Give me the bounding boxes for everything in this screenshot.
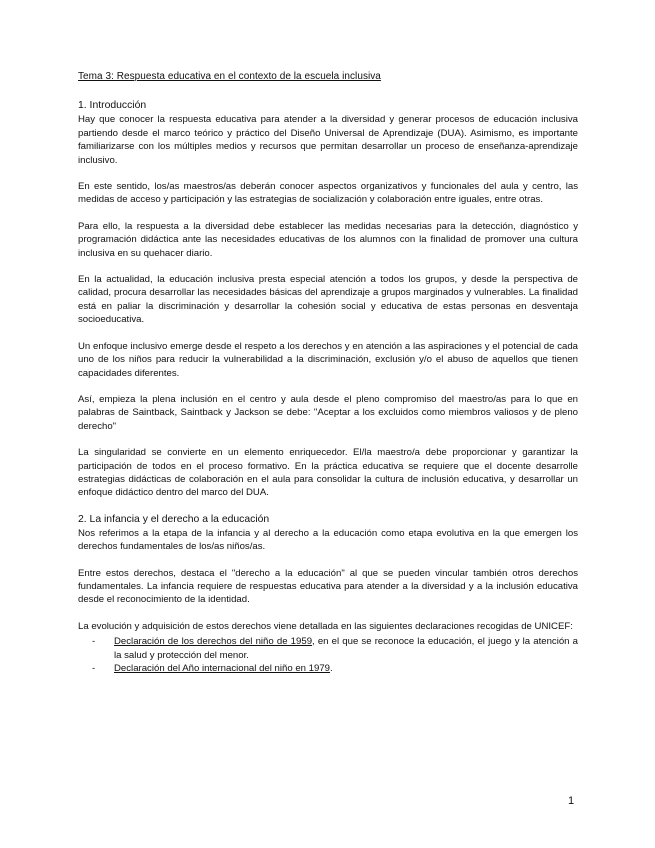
section-2-paragraph-1: Nos referimos a la etapa de la infancia y al derecho a la educación como etapa evolutiva en la que emergen los derechos fundamentales de los/as niños/as. — [78, 527, 578, 553]
section-1-paragraph-7: La singularidad se convierte en un elemento enriquecedor. El/la maestro/a debe proporcionar y garantizar la participación de todos en el proceso formativo. En la práctica educativa se requiere que el docente desarrolle estrategias didácticas de colaboración en el aula para consolidar la cultura de inclusión educativa, y desarrollar un enfoque didáctico dentro del marco del DUA. — [78, 447, 578, 499]
list-dash: - — [92, 636, 96, 648]
section-2-heading: 2. La infancia y el derecho a la educación — [78, 513, 270, 525]
section-2-paragraph-2: Entre estos derechos, destaca el "derecho a la educación" al que se pueden vincular también otros derechos fundamentales. La infancia requiere de respuestas educativa para atender a la diversidad y a la inclusión educativa desde el reconocimiento de la identidad. — [78, 567, 578, 606]
declarations-list — [78, 635, 578, 675]
declaration-1959-link[interactable]: Declaración de los derechos del niño de 1959 — [114, 636, 313, 648]
list-dash: - — [92, 663, 96, 674]
section-1-paragraph-4: En la actualidad, la educación inclusiva presta especial atención a todos los grupos, y desde la perspectiva de calidad, procura desarrollar las necesidades básicas del aprendizaje a grupos marginados y vulnerables. La finalidad está en paliar la discriminación y desarrollar la cohesión social y educativa de estas personas en desventaja socioeducativa. — [78, 274, 578, 326]
section-1-paragraph-3: Para ello, la respuesta a la diversidad debe establecer las medidas necesarias para la detección, diagnóstico y programación didáctica ante las necesidades educativas de los alumnos con la finalidad de promover una cultura inclusiva en su quehacer diario. — [78, 220, 578, 259]
document-page — [78, 70, 578, 675]
declaration-1979-link[interactable]: Declaración del Año internacional del niño en 1979 — [114, 663, 331, 674]
list-item — [92, 662, 578, 675]
list-item-text: . — [330, 663, 333, 674]
document-title: Tema 3: Respuesta educativa en el contexto de la escuela inclusiva — [78, 71, 381, 82]
section-1-paragraph-2: En este sentido, los/as maestros/as deberán conocer aspectos organizativos y funcionales del aula y centro, las medidas de acceso y participación y las estrategias de socialización y colaboración entre iguales, entre otras. — [78, 181, 578, 206]
section-1-paragraph-1: Hay que conocer la respuesta educativa para atender a la diversidad y generar procesos de educación inclusiva partiendo desde el marco teórico y práctico del Diseño Universal de Aprendizaje (DUA). Asimismo, es importante familiarizarse con los múltiples medios y recursos que permitan desarrollar un proceso de enseñanza-aprendizaje inclusivo. — [78, 114, 578, 166]
list-item-text: , en el que se reconoce la educación, el juego y la atención a la salud y protección del menor. — [114, 636, 579, 661]
section-1-paragraph-5: Un enfoque inclusivo emerge desde el respeto a los derechos y en atención a las aspiraciones y el potencial de cada uno de los niños para reducir la vulnerabilidad a la discriminación, exclusión y/o el abuso de aquellos que tienen capacidades diferentes. — [78, 340, 578, 379]
list-item — [92, 635, 578, 662]
page-number: 1 — [568, 795, 575, 807]
section-2-paragraph-3: La evolución y adquisición de estos derechos viene detallada en las siguientes declaraciones recogidas de UNICEF: — [78, 620, 573, 632]
section-1-heading: 1. Introducción — [78, 100, 147, 112]
section-1-paragraph-6: Así, empieza la plena inclusión en el centro y aula desde el pleno compromiso del maestro/as para lo que en palabras de Saintback, Saintback y Jackson se debe: "Aceptar a los excluidos como miembros valiosos y de pleno derecho" — [78, 393, 578, 432]
